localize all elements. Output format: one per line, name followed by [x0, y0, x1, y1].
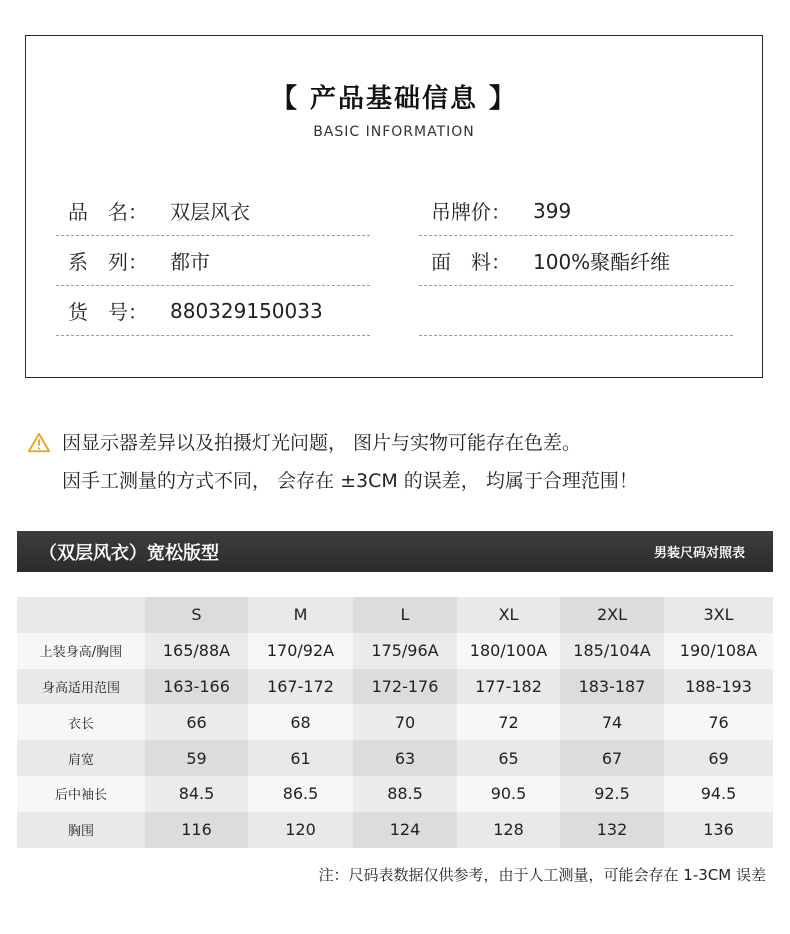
table-cell: 177-182: [457, 669, 560, 705]
table-cell: 185/104A: [560, 633, 664, 669]
warning-icon: [28, 432, 50, 454]
table-cell: 88.5: [353, 776, 457, 812]
table-cell: 72: [457, 704, 560, 740]
table-cell: 165/88A: [145, 633, 248, 669]
info-column-right: [419, 186, 733, 336]
table-row: [17, 704, 773, 740]
table-cell: 92.5: [560, 776, 664, 812]
table-row: [17, 812, 773, 848]
table-cell: 132: [560, 812, 664, 848]
info-value: 双层风衣: [170, 200, 250, 224]
info-row-empty: [419, 286, 733, 336]
table-cell: 94.5: [664, 776, 773, 812]
notice-text-1: 因显示器差异以及拍摄灯光问题， 图片与实物可能存在色差。: [62, 432, 582, 454]
table-cell: 65: [457, 740, 560, 776]
table-cell: 74: [560, 704, 664, 740]
table-cell: 124: [353, 812, 457, 848]
table-cell: 84.5: [145, 776, 248, 812]
table-cell: 63: [353, 740, 457, 776]
table-cell: 120: [248, 812, 353, 848]
table-cell: 59: [145, 740, 248, 776]
size-footnote: 注：尺码表数据仅供参考，由于人工测量，可能会存在 1-3CM 误差: [318, 866, 766, 884]
info-label: 系 列：: [68, 250, 148, 274]
table-row: [17, 669, 773, 705]
info-value: 100%聚酯纤维: [533, 250, 671, 274]
table-cell: 69: [664, 740, 773, 776]
row-label: 上装身高/胸围: [17, 633, 145, 669]
table-cell: 66: [145, 704, 248, 740]
table-header-cell: L: [353, 597, 457, 633]
table-header-cell: [17, 597, 145, 633]
info-title: 【 产品基础信息 】: [270, 84, 518, 114]
table-cell: 67: [560, 740, 664, 776]
info-value: 399: [533, 198, 572, 223]
row-label: 肩宽: [17, 740, 145, 776]
table-header-row: [17, 597, 773, 633]
table-header-cell: S: [145, 597, 248, 633]
info-label: 品 名：: [68, 200, 148, 224]
table-row: [17, 776, 773, 812]
table-cell: 68: [248, 704, 353, 740]
info-label: 货 号：: [68, 300, 148, 324]
table-cell: 170/92A: [248, 633, 353, 669]
table-header-cell: M: [248, 597, 353, 633]
product-info-box: [25, 35, 763, 378]
table-header-cell: XL: [457, 597, 560, 633]
row-label: 胸围: [17, 812, 145, 848]
info-row-name: [56, 186, 370, 236]
table-cell: 167-172: [248, 669, 353, 705]
table-cell: 90.5: [457, 776, 560, 812]
table-cell: 116: [145, 812, 248, 848]
table-header-cell: 3XL: [664, 597, 773, 633]
table-cell: 61: [248, 740, 353, 776]
row-label: 身高适用范围: [17, 669, 145, 705]
info-row-series: [56, 236, 370, 286]
info-value: 都市: [170, 250, 210, 274]
table-row: [17, 740, 773, 776]
table-cell: 175/96A: [353, 633, 457, 669]
notice: [28, 424, 638, 500]
info-value: 880329150033: [170, 298, 323, 323]
table-cell: 183-187: [560, 669, 664, 705]
table-cell: 190/108A: [664, 633, 773, 669]
info-row-fabric: [419, 236, 733, 286]
size-table-banner: [17, 531, 773, 572]
table-cell: 188-193: [664, 669, 773, 705]
size-table-subtitle: 男装尺码对照表: [653, 546, 745, 561]
info-row-price: [419, 186, 733, 236]
table-cell: 76: [664, 704, 773, 740]
row-label: 衣长: [17, 704, 145, 740]
table-header-cell: 2XL: [560, 597, 664, 633]
info-label: 面 料：: [431, 250, 511, 274]
notice-text-2: 因手工测量的方式不同， 会存在 ±3CM 的误差， 均属于合理范围！: [62, 470, 638, 492]
table-cell: 86.5: [248, 776, 353, 812]
table-cell: 180/100A: [457, 633, 560, 669]
info-label: 吊牌价：: [431, 200, 511, 224]
notice-line-2: [28, 462, 638, 500]
table-row: [17, 633, 773, 669]
info-row-sku: [56, 286, 370, 336]
table-cell: 70: [353, 704, 457, 740]
table-cell: 172-176: [353, 669, 457, 705]
table-cell: 128: [457, 812, 560, 848]
table-cell: 136: [664, 812, 773, 848]
notice-line-1: [28, 424, 638, 462]
size-table: [17, 597, 773, 848]
info-column-left: [56, 186, 370, 336]
size-table-title: （双层风衣）宽松版型: [39, 542, 219, 564]
row-label: 后中袖长: [17, 776, 145, 812]
table-cell: 163-166: [145, 669, 248, 705]
info-subtitle: BASIC INFORMATION: [313, 124, 475, 140]
